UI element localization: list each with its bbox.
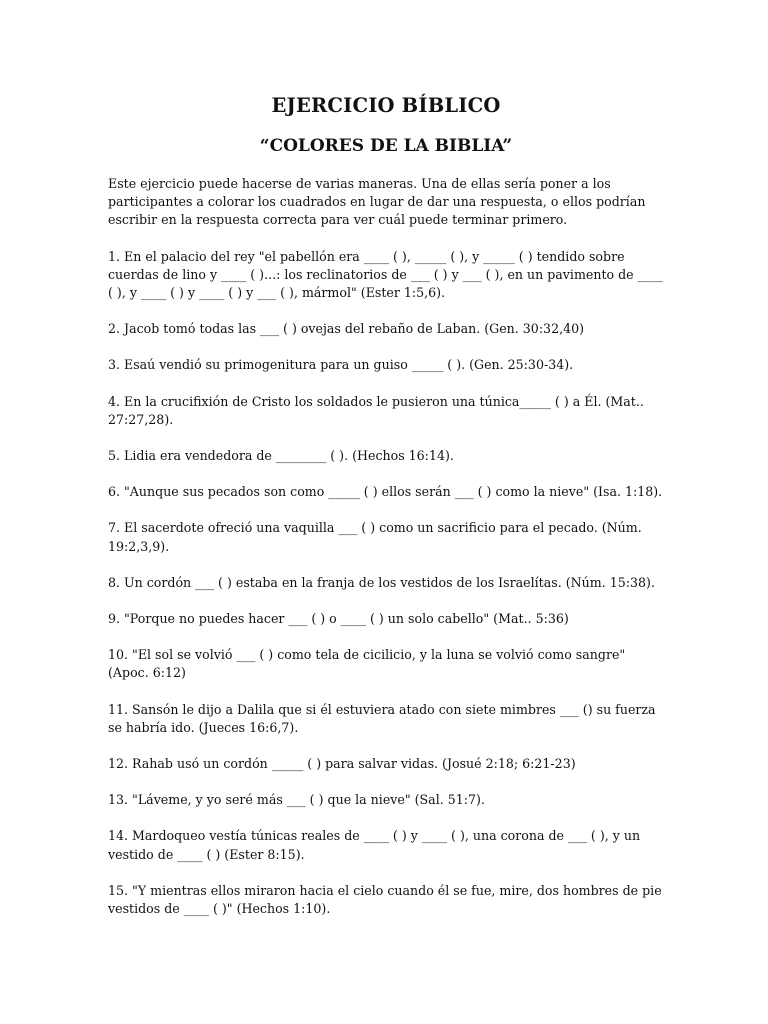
question-4: 4. En la crucifixión de Cristo los soldados le pusieron una túnica_____ ( ) a Él. (Mat.. 27:27,28). [108,393,644,427]
question-9: 9. "Porque no puedes hacer ___ ( ) o ____ ( ) un solo cabello" (Mat.. 5:36) [108,611,569,627]
document-page [108,94,664,918]
question-5: 5. Lidia era vendedora de ________ ( ). (Hechos 16:14). [108,448,454,464]
question-14: 14. Mardoqueo vestía túnicas reales de ____ ( ) y ____ ( ), una corona de ___ ( ), y un vestido de ____ ( ) (Ester 8:15). [108,828,641,862]
question-11: 11. Sansón le dijo a Dalila que si él estuviera atado con siete mimbres ___ () su fuerza se habría ido. (Jueces 16:6,7). [108,701,656,735]
question-2: 2. Jacob tomó todas las ___ ( ) ovejas del rebaño de Laban. (Gen. 30:32,40) [108,321,585,337]
question-3: 3. Esaú vendió su primogenitura para un guiso _____ ( ). (Gen. 25:30-34). [108,357,574,373]
question-15: 15. "Y mientras ellos miraron hacia el cielo cuando él se fue, mire, dos hombres de pie vestidos de ____ ( )" (Hechos 1:10). [108,882,662,917]
document-title: EJERCICIO BÍBLICO [271,94,501,117]
question-6: 6. "Aunque sus pecados son como _____ ( ) ellos serán ___ ( ) como la nieve" (Isa. 1:18). [108,484,663,500]
intro-paragraph: Este ejercicio puede hacerse de varias maneras. Una de ellas sería poner a los participantes a colorar los cuadrados en lugar de dar una respuesta, o ellos podrían escribir en la respuesta correcta para ver cuál puede terminar primero. [108,176,646,228]
question-13: 13. "Láveme, y yo seré más ___ ( ) que la nieve" (Sal. 51:7). [108,792,485,808]
question-1: 1. En el palacio del rey "el pabellón era ____ ( ), _____ ( ), y _____ ( ) tendido sobre cuerdas de lino y ____ ( )...: los reclinatorios de ___ ( ) y ___ ( ), en un pavimento de ____ ( ), y ____ ( ) y ____ ( ) y ___ ( ), mármol" (Ester 1:5,6). [108,248,663,301]
question-10: 10. "El sol se volvió ___ ( ) como tela de cicilicio, y la luna se volvió como sangre" (Apoc. 6:12) [108,647,626,681]
question-12: 12. Rahab usó un cordón _____ ( ) para salvar vidas. (Josué 2:18; 6:21-23) [108,756,576,772]
document-subtitle: “COLORES DE LA BIBLIA” [259,136,513,156]
question-7: 7. El sacerdote ofreció una vaquilla ___ ( ) como un sacrificio para el pecado. (Núm. 19:2,3,9). [108,520,642,554]
question-8: 8. Un cordón ___ ( ) estaba en la franja de los vestidos de los Israelítas. (Núm. 15:38). [108,574,655,590]
